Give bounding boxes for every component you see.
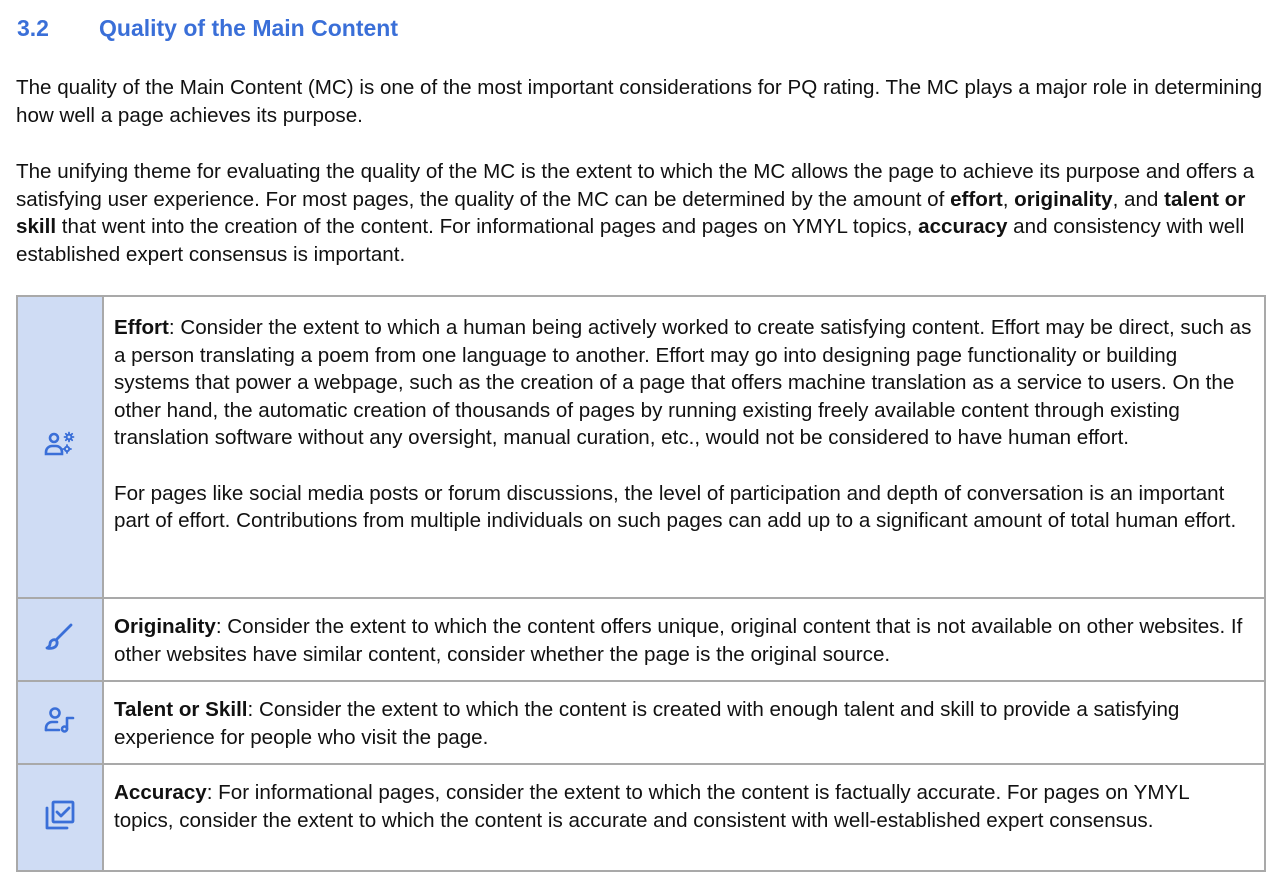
text-cell	[103, 764, 1265, 871]
intro-paragraph: The quality of the Main Content (MC) is one of the most important considerations for PQ rating. The MC plays a major role in determining how well a page achieves its purpose.	[16, 76, 1263, 127]
bold-effort: effort	[950, 187, 1003, 211]
paintbrush-icon	[43, 620, 77, 654]
accuracy-description	[114, 779, 1254, 834]
term-effort: Effort	[114, 316, 169, 339]
checklist-icon	[43, 798, 77, 832]
bold-originality: originality	[1014, 187, 1113, 211]
text-run: and consistency with well established expert consensus is important.	[16, 215, 1245, 266]
theme-paragraph	[16, 158, 1266, 268]
icon-cell	[17, 764, 103, 871]
originality-description	[114, 613, 1254, 668]
effort-description	[114, 314, 1254, 452]
bold-talent: talent or skill	[16, 187, 1246, 239]
criteria-table	[16, 295, 1266, 872]
originality-text: : Consider the extent to which the content offers unique, original content that is not available on other websites. If other websites have similar content, consider whether the page is the original source.	[114, 615, 1243, 666]
section-heading	[17, 15, 398, 42]
icon-cell	[17, 681, 103, 764]
talent-description	[114, 696, 1254, 751]
term-originality: Originality	[114, 615, 216, 638]
text-run: ,	[1002, 187, 1015, 211]
bold-accuracy: accuracy	[918, 215, 1008, 239]
criteria-row-originality	[17, 598, 1265, 681]
person-music-icon	[43, 703, 77, 737]
text-run: that went into the creation of the content. For informational pages and pages on YMYL topics,	[56, 215, 919, 239]
text-cell	[103, 296, 1265, 598]
term-accuracy: Accuracy	[114, 781, 207, 805]
section-title: Quality of the Main Content	[99, 15, 398, 41]
icon-cell	[17, 598, 103, 681]
people-gear-icon	[43, 428, 77, 462]
icon-cell	[17, 296, 103, 598]
text-run: The unifying theme for evaluating the quality of the MC is the extent to which the MC allows the page to achieve its purpose and offers a satisfying user experience. For most pages, the quality of the MC can be determined by the amount of	[16, 160, 1255, 211]
effort-description-2: For pages like social media posts or forum discussions, the level of participation and depth of conversation is an important part of effort. Contributions from multiple individuals on such pages can add up to a significant amount of total human effort.	[114, 481, 1237, 533]
effort-text: : Consider the extent to which a human being actively worked to create satisfying content. Effort may be direct, such as a person translating a poem from one language to another. Effort may go into designing page functionality or building systems that power a webpage, such as the creation of a page that offers machine translation as a service to users. On the other hand, the automatic creation of thousands of pages by running existing freely available content through existing translation software without any oversight, manual curation, etc., would not be considered to have human effort.	[114, 316, 1252, 450]
criteria-row-effort	[17, 296, 1265, 598]
text-cell	[103, 681, 1265, 764]
talent-text: : Consider the extent to which the content is created with enough talent and skill to provide a satisfying experience for people who visit the page.	[114, 698, 1180, 749]
criteria-row-accuracy	[17, 764, 1265, 871]
term-talent: Talent or Skill	[114, 698, 248, 722]
text-cell	[103, 598, 1265, 681]
text-run: , and	[1112, 187, 1165, 211]
accuracy-text: : For informational pages, consider the extent to which the content is factually accurate. For pages on YMYL topics, consider the extent to which the content is accurate and consistent with well-established expert consensus.	[114, 781, 1189, 832]
criteria-row-talent	[17, 681, 1265, 764]
section-number: 3.2	[17, 15, 49, 41]
